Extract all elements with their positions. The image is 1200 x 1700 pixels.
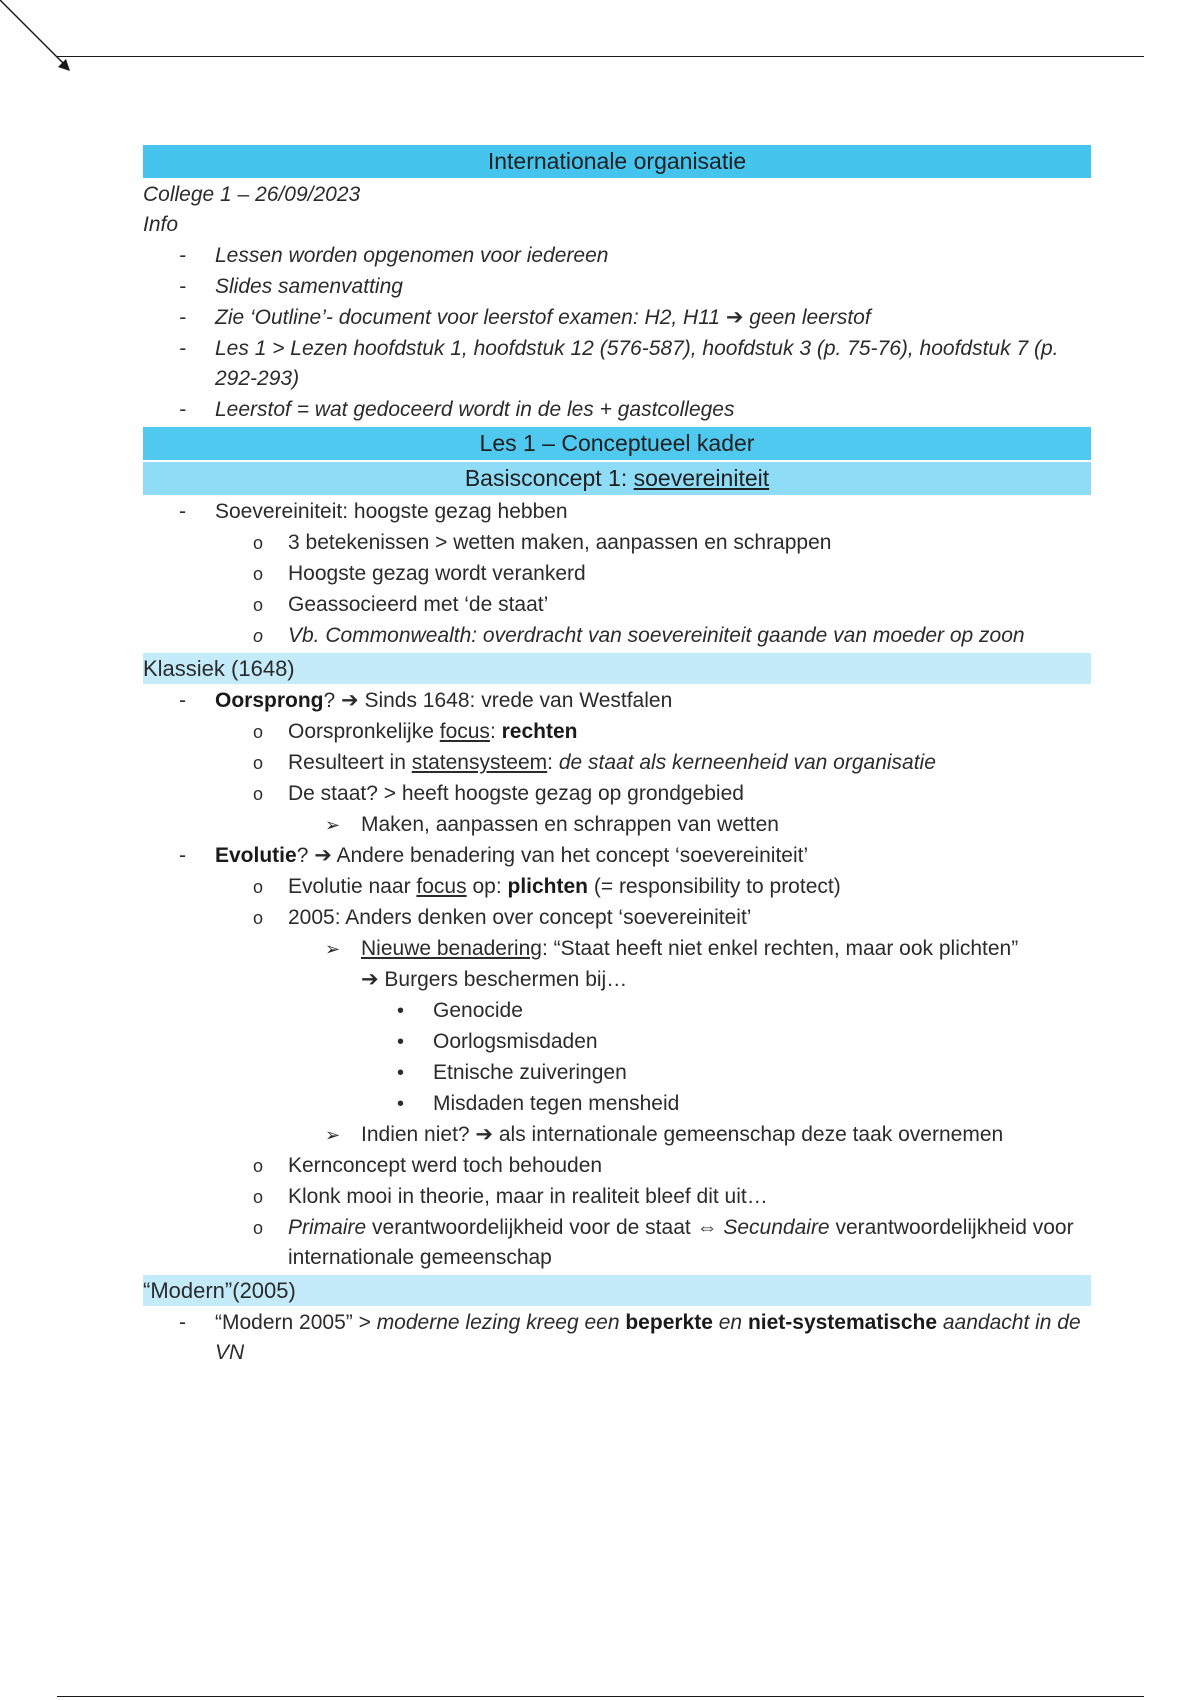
list-item: - Oorsprong? ➔ Sinds 1648: vrede van Westfalen: [179, 689, 673, 712]
list-item: ➢ Maken, aanpassen en schrappen van wetten: [325, 813, 779, 836]
list-item: o 2005: Anders denken over concept ‘soevereiniteit’: [253, 906, 752, 929]
list-item: o Hoogste gezag wordt verankerd: [253, 562, 586, 585]
list-item-continuation: ➔ Burgers beschermen bij…: [361, 968, 628, 991]
les-heading: Les 1 – Conceptueel kader: [143, 427, 1091, 460]
list-item: o 3 betekenissen > wetten maken, aanpassen en schrappen: [253, 531, 832, 554]
section-klassiek: Klassiek (1648): [143, 653, 1091, 684]
list-item: - Evolutie? ➔ Andere benadering van het concept ‘soevereiniteit’: [179, 844, 809, 867]
list-item: ➢ Nieuwe benadering: “Staat heeft niet enkel rechten, maar ook plichten”: [325, 937, 1019, 960]
list-item: o Vb. Commonwealth: overdracht van soevereiniteit gaande van moeder op zoon: [253, 624, 1025, 647]
list-item: • Oorlogsmisdaden: [397, 1030, 598, 1053]
list-item: o Primaire verantwoordelijkheid voor de staat ⇔ Secundaire verantwoordelijkheid voor internationale gemeenschap: [253, 1216, 1074, 1269]
list-item: • Genocide: [397, 999, 523, 1022]
list-item: - “Modern 2005” > moderne lezing kreeg een beperkte en niet-systematische aandacht in de VN: [179, 1311, 1081, 1364]
document-title: Internationale organisatie: [143, 145, 1091, 178]
header-rule: [57, 56, 1144, 57]
info-heading: Info: [143, 213, 179, 236]
list-item: o Klonk mooi in theorie, maar in realiteit bleef dit uit…: [253, 1185, 768, 1208]
list-item: o Kernconcept werd toch behouden: [253, 1154, 603, 1177]
list-item: • Misdaden tegen mensheid: [397, 1092, 680, 1115]
corner-arrow: [0, 0, 1200, 80]
list-item: ➢ Indien niet? ➔ als internationale gemeenschap deze taak overnemen: [325, 1123, 1004, 1146]
college-line: College 1 – 26/09/2023: [143, 183, 361, 206]
list-item: - Zie ‘Outline’- document voor leerstof examen: H2, H11 ➔ geen leerstof: [179, 306, 871, 329]
list-item: • Etnische zuiveringen: [397, 1061, 627, 1084]
list-item: - Lessen worden opgenomen voor iedereen: [179, 244, 609, 267]
definition-item: - Soevereiniteit: hoogste gezag hebben: [179, 500, 568, 523]
list-item: o De staat? > heeft hoogste gezag op grondgebied: [253, 782, 744, 805]
list-item: - Les 1 > Lezen hoofdstuk 1, hoofdstuk 12 (576-587), hoofdstuk 3 (p. 75-76), hoofdstuk 7 (p. 292-293): [179, 337, 1059, 390]
footer-rule: [57, 1696, 1144, 1697]
section-modern: “Modern”(2005): [143, 1275, 1091, 1306]
list-item: o Geassocieerd met ‘de staat’: [253, 593, 549, 616]
list-item: o Oorspronkelijke focus: rechten: [253, 720, 578, 743]
list-item: - Leerstof = wat gedoceerd wordt in de les + gastcolleges: [179, 398, 735, 421]
document-page: [143, 143, 1091, 1369]
list-item: o Evolutie naar focus op: plichten (= responsibility to protect): [253, 875, 841, 898]
concept-heading: Basisconcept 1: soevereiniteit: [143, 462, 1091, 495]
list-item: o Resulteert in statensysteem: de staat als kerneenheid van organisatie: [253, 751, 936, 774]
list-item: - Slides samenvatting: [179, 275, 403, 298]
